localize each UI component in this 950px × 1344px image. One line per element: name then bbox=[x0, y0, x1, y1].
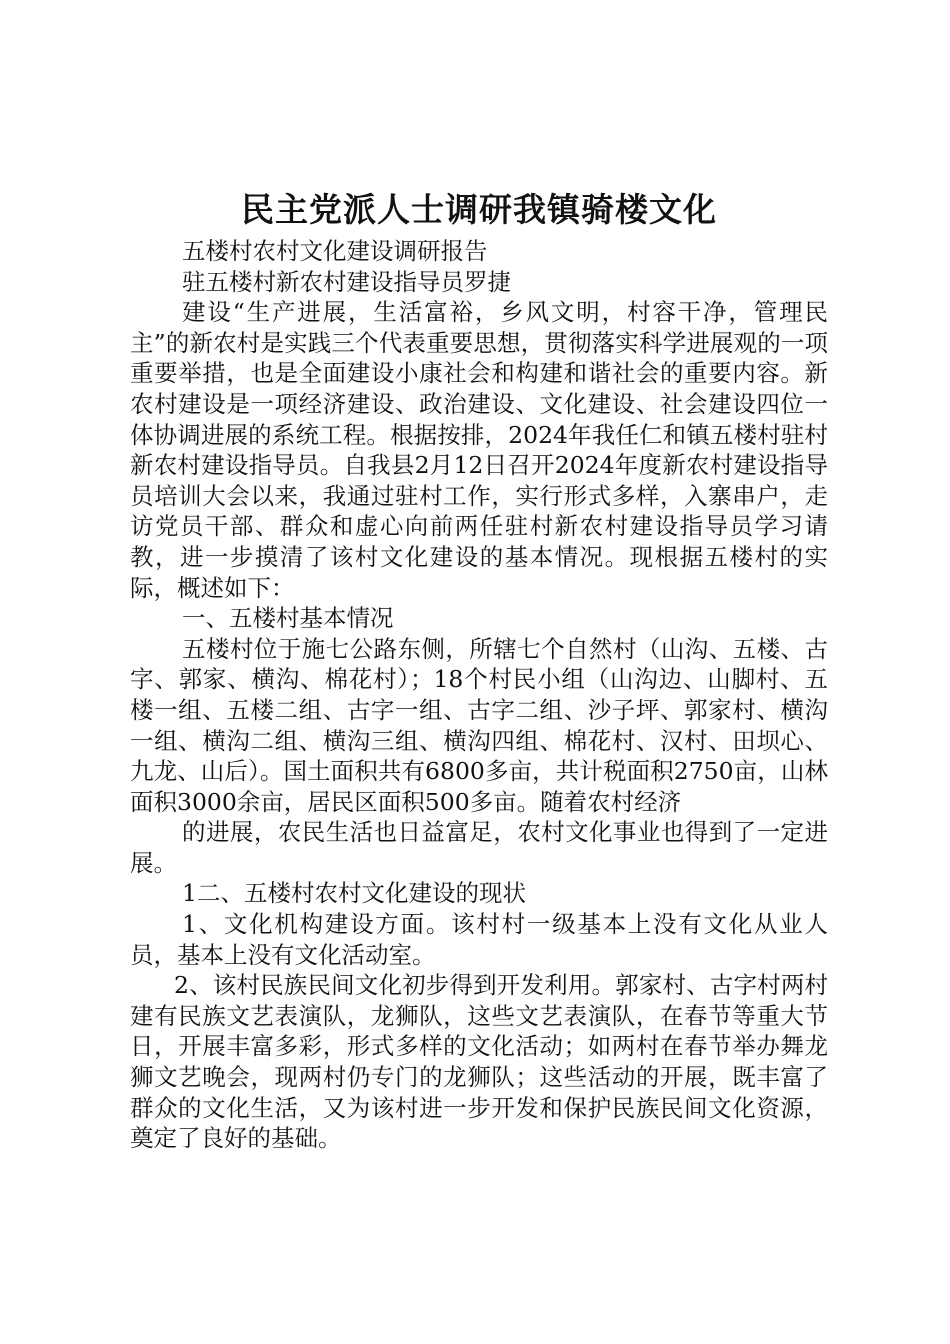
report-author: 驻五楼村新农村建设指导员罗捷 bbox=[182, 267, 511, 296]
report-heading: 五楼村农村文化建设调研报告 bbox=[182, 237, 488, 265]
document-page bbox=[130, 188, 828, 1154]
development-paragraph: 的进展，农民生活也日益富足，农村文化事业也得到了一定进展。 bbox=[130, 818, 828, 877]
status-item-1: 1、文化机构建设方面。该村村一级基本上没有文化从业人员，基本上没有文化活动室。 bbox=[130, 910, 828, 969]
document-title: 民主党派人士调研我镇骑楼文化 bbox=[241, 190, 717, 229]
intro-paragraph: 建设“生产进展，生活富裕，乡风文明，村容干净，管理民主”的新农村是实践三个代表重要思想，贯彻落实科学进展观的一项重要举措，也是全面建设小康社会和构建和谐社会的重要内容。新农村建设是一项经济建设、政治建设、文化建设、社会建设四位一体协调进展的系统工程。根据按排，2024年我任仁和镇五楼村驻村新农村建设指导员。自我县2月12日召开2024年度新农村建设指导员培训大会以来，我通过驻村工作，实行形式多样，入寨串户，走访党员干部、群众和虚心向前两任驻村新农村建设指导员学习请教，进一步摸清了该村文化建设的基本情况。现根据五楼村的实际，概述如下： bbox=[130, 298, 828, 602]
basic-info-paragraph: 五楼村位于施七公路东侧，所辖七个自然村（山沟、五楼、古字、郭家、横沟、棉花村）；18个村民小组（山沟边、山脚村、五楼一组、五楼二组、古字一组、古字二组、沙子坪、郭家村、横沟一组、横沟二组、横沟三组、横沟四组、棉花村、汉村、田坝心、九龙、山后）。国土面积共有6800多亩，共计税面积2750亩，山林面积3000余亩，居民区面积500多亩。随着农村经济 bbox=[130, 634, 828, 816]
section-heading-basic-info: 一、五楼村基本情况 bbox=[182, 604, 394, 633]
status-item-2: 2、该村民族民间文化初步得到开发利用。郭家村、古字村两村建有民族文艺表演队，龙狮队，这些文艺表演队，在春节等重大节日，开展丰富多彩，形式多样的文化活动；如两村在春节举办舞龙狮文艺晚会，现两村仍专门的龙狮队；这些活动的开展，既丰富了群众的文化生活，又为该村进一步开发和保护民族民间文化资源，奠定了良好的基础。 bbox=[130, 971, 828, 1153]
section-heading-current-status: 1二、五楼村农村文化建设的现状 bbox=[182, 879, 526, 908]
